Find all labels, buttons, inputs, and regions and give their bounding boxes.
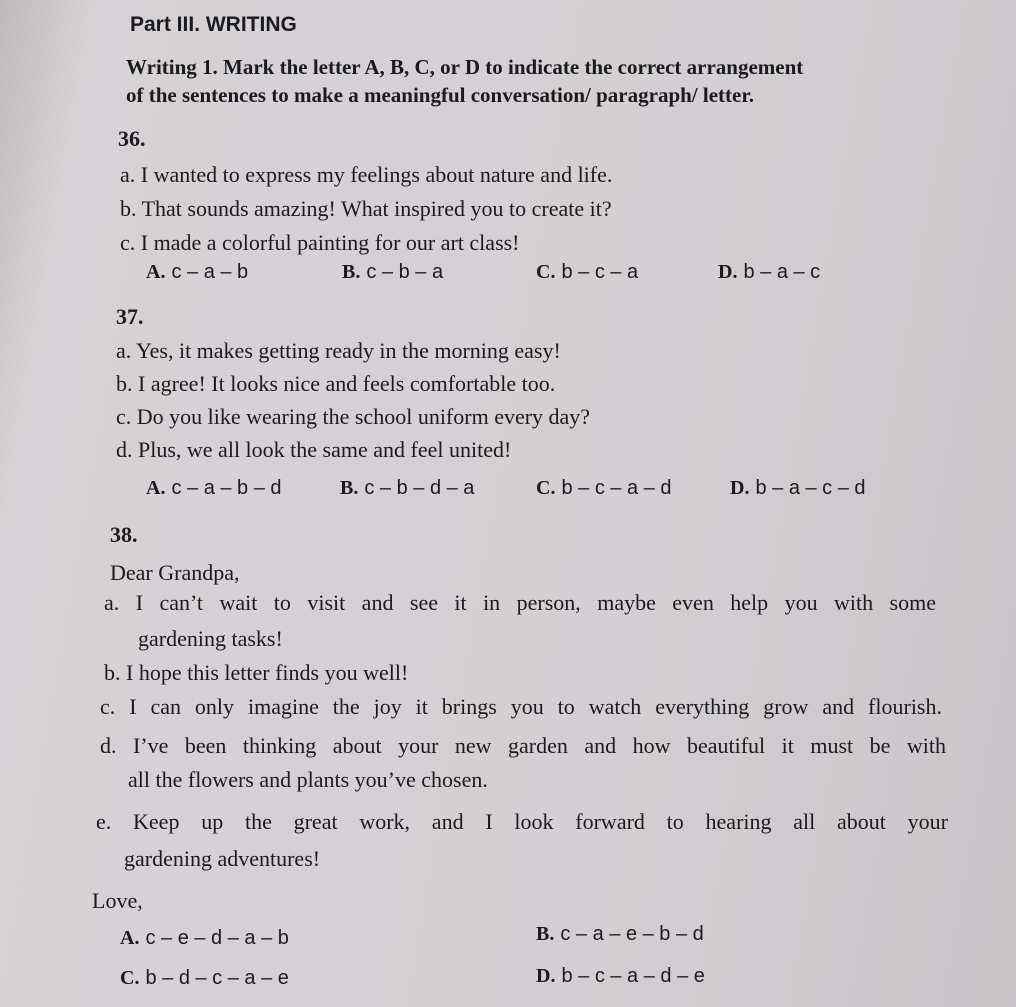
option-letter: C. (120, 967, 140, 989)
q38-option-a[interactable] (120, 926, 289, 950)
q36-option-c[interactable] (536, 260, 638, 284)
option-letter: B. (340, 477, 359, 499)
q38-item-d-line-1: d. I’ve been thinking about your new garden and how beautiful it must be with (100, 733, 946, 758)
option-value: c – a – b – d (171, 477, 282, 499)
q37-item-d: d. Plus, we all look the same and feel united! (116, 437, 512, 462)
instruction-line-1: Writing 1. Mark the letter A, B, C, or D to indicate the correct arrangement (126, 55, 804, 79)
q37-item-a: a. Yes, it makes getting ready in the morning easy! (116, 338, 561, 363)
q37-item-c: c. Do you like wearing the school uniform every day? (116, 404, 591, 429)
instruction-line-2: of the sentences to make a meaningful conversation/ paragraph/ letter. (126, 83, 754, 107)
question-36-number: 36. (118, 126, 146, 151)
section-header: Part III. WRITING (130, 13, 297, 36)
q36-option-b[interactable] (342, 260, 443, 284)
option-value: c – e – d – a – b (145, 927, 289, 949)
option-letter: B. (536, 923, 555, 945)
q38-item-e-line-2: gardening adventures! (124, 846, 321, 871)
option-letter: A. (120, 927, 140, 949)
option-letter: C. (536, 261, 556, 283)
q38-item-b: b. I hope this letter finds you well! (104, 660, 409, 685)
q37-option-d[interactable] (730, 476, 866, 500)
option-letter: D. (718, 261, 738, 283)
q36-item-c: c. I made a colorful painting for our art class! (120, 230, 520, 255)
q38-greeting: Dear Grandpa, (110, 560, 240, 585)
q36-item-b: b. That sounds amazing! What inspired you to create it? (120, 196, 612, 221)
q37-option-b[interactable] (340, 476, 474, 500)
q37-item-b: b. I agree! It looks nice and feels comfortable too. (116, 371, 556, 396)
option-letter: D. (730, 477, 750, 499)
q38-item-a-line-2: gardening tasks! (138, 626, 283, 651)
q36-item-a: a. I wanted to express my feelings about nature and life. (120, 162, 613, 187)
question-38-number: 38. (110, 522, 138, 547)
q38-item-e-line-1: e. Keep up the great work, and I look forward to hearing all about your (96, 809, 948, 834)
option-letter: B. (342, 261, 361, 283)
q38-option-d[interactable] (536, 964, 705, 988)
q36-option-d[interactable] (718, 260, 820, 284)
option-value: c – a – b (171, 261, 249, 283)
q38-option-b[interactable] (536, 922, 704, 946)
q38-item-d-line-2: all the flowers and plants you’ve chosen. (128, 767, 488, 792)
q38-closing: Love, (92, 888, 143, 913)
option-value: b – d – c – a – e (145, 967, 289, 989)
q38-option-c[interactable] (120, 966, 289, 990)
q36-option-a[interactable] (146, 260, 248, 284)
option-letter: A. (146, 261, 166, 283)
option-value: b – a – c (743, 261, 821, 283)
option-value: b – c – a – d (561, 477, 672, 499)
q38-item-a-line-1: a. I can’t wait to visit and see it in person, maybe even help you with some (104, 590, 936, 615)
q37-option-a[interactable] (146, 476, 282, 500)
option-value: c – b – d – a (364, 477, 475, 499)
option-value: c – b – a (366, 261, 444, 283)
q38-item-c: c. I can only imagine the joy it brings you to watch everything grow and flourish. (100, 694, 942, 719)
option-value: b – c – a (561, 261, 639, 283)
option-value: b – c – a – d – e (561, 965, 705, 987)
q37-option-c[interactable] (536, 476, 672, 500)
option-value: b – a – c – d (755, 477, 866, 499)
option-letter: D. (536, 965, 556, 987)
option-letter: A. (146, 477, 166, 499)
option-letter: C. (536, 477, 556, 499)
option-value: c – a – e – b – d (560, 923, 704, 945)
question-37-number: 37. (116, 304, 144, 329)
